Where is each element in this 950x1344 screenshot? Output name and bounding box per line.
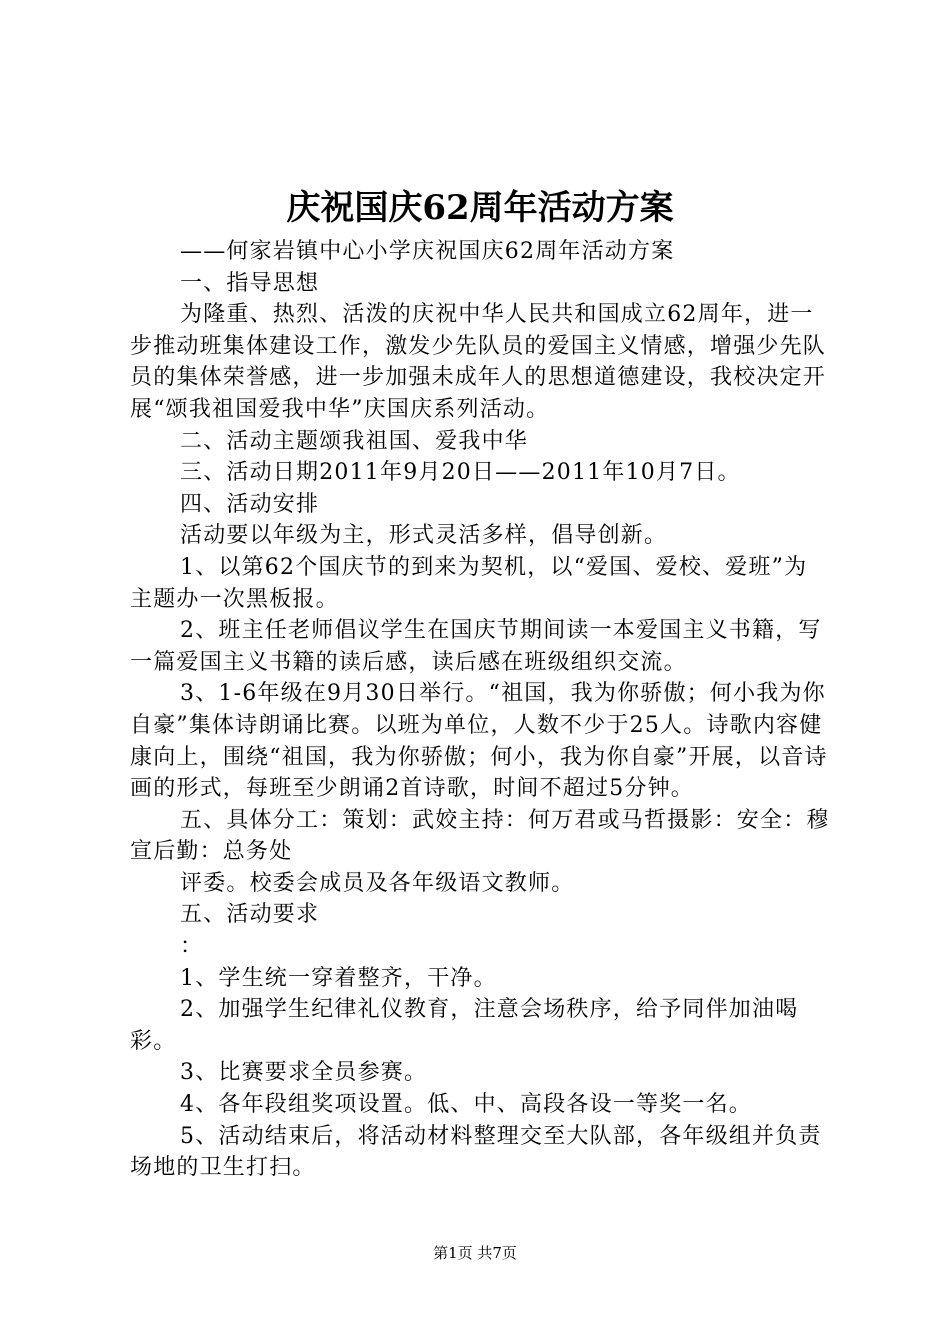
paragraph: 3、比赛要求全员参赛。 bbox=[180, 1060, 428, 1086]
paragraph: 为隆重、热烈、活泼的庆祝中华人民共和国成立62周年，进一步推动班集体建设工作，激发少先队员的爱国主义情感，增强少先队员的集体荣誉感，进一步加强未成年人的思想道德建设，我校决定开展“颂我祖国爱我中华”庆国庆系列活动。 bbox=[130, 302, 827, 422]
paragraph: 一、指导思想 bbox=[180, 270, 320, 296]
paragraph: ： bbox=[180, 934, 204, 960]
paragraph: 评委。校委会成员及各年级语文教师。 bbox=[180, 870, 575, 896]
paragraph: 1、以第62个国庆节的到来为契机，以“爱国、爱校、爱班”为主题办一次黑板报。 bbox=[130, 554, 808, 612]
paragraph: 4、各年段组奖项设置。低、中、高段各设一等奖一名。 bbox=[180, 1092, 752, 1118]
paragraph: 二、活动主题颂我祖国、爱我中华 bbox=[180, 428, 529, 454]
paragraph: 五、活动要求 bbox=[180, 902, 320, 928]
document-body bbox=[130, 180, 830, 1184]
paragraph: 2、班主任老师倡议学生在国庆节期间读一本爱国主义书籍，写一篇爱国主义书籍的读后感，读后感在班级组织交流。 bbox=[130, 618, 822, 675]
subtitle: ——何家岩镇中心小学庆祝国庆62周年活动方案 bbox=[180, 239, 675, 264]
paragraph: 5、活动结束后，将活动材料整理交至大队部，各年级组并负责场地的卫生打扫。 bbox=[130, 1123, 822, 1181]
paragraph: 活动要以年级为主，形式灵活多样，倡导创新。 bbox=[180, 523, 668, 549]
page-footer: 第1页 共7页 bbox=[433, 1244, 517, 1262]
paragraph: 1、学生统一穿着整齐，干净。 bbox=[180, 965, 497, 991]
paragraph: 三、活动日期2011年9月20日——2011年10月7日。 bbox=[180, 460, 741, 486]
paragraph: 3、1-6年级在9月30日举行。“祖国，我为你骄傲；何小我为你自豪”集体诗朗诵比赛。以班为单位，人数不少于25人。诗歌内容健康向上，围绕“祖国，我为你骄傲；何小，我为你自豪”开展，以音诗画的形式，每班至少朗诵2首诗歌，时间不超过5分钟。 bbox=[130, 681, 828, 802]
page-title: 庆祝国庆62周年活动方案 bbox=[286, 188, 674, 228]
paragraph: 五、具体分工：策划：武姣主持：何万君或马哲摄影：安全：穆宣后勤：总务处 bbox=[130, 807, 830, 865]
paragraph: 四、活动安排 bbox=[180, 491, 320, 517]
paragraph: 2、加强学生纪律礼仪教育，注意会场秩序，给予同伴加油喝彩。 bbox=[130, 997, 799, 1054]
